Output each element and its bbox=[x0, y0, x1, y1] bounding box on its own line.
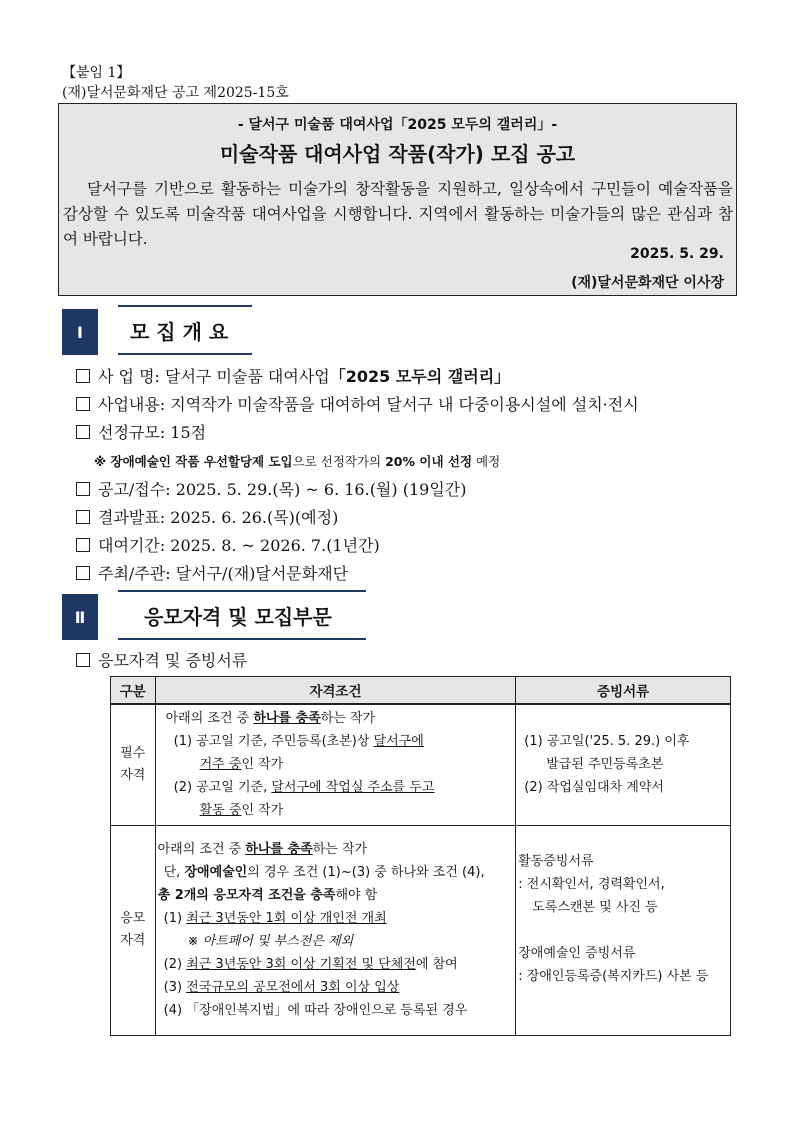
row2-conditions: 아래의 조건 중 하나를 충족하는 작가 단, 장애예술인의 경우 조건 (1)~(3) 중 하나와 조건 (4), 총 2개의 응모자격 조건을 충족해야 함 (1) 최근 3년동안 1회 이상 개인전 개최 ※ 아트페어 및 부스전은 제외 (2) 최근 3년동안 3회 이상 기획전 및 단체전에 참여 (3) 전국규모의 공모전에서 3회 이상 입상 (4) 「장애인복지법」에 따라 장애인으로 등록된 경우 bbox=[155, 825, 516, 1035]
row1-documents: (1) 공고일('25. 5. 29.) 이후 발급된 주민등록초본 (2) 작업실임대차 계약서 bbox=[516, 704, 731, 825]
notice-issuer: (재)달서문화재단 이사장 bbox=[571, 275, 724, 291]
section1-title: 모 집 개 요 bbox=[118, 305, 252, 355]
overview-item-scale: 선정규모: 15점 bbox=[76, 420, 206, 443]
table-header-row bbox=[111, 677, 731, 705]
overview-item-host: 주최/주관: 달서구/(재)달서문화재단 bbox=[76, 561, 348, 584]
header-documents: 증빙서류 bbox=[516, 677, 731, 705]
overview-item-period: 공고/접수: 2025. 5. 29.(목) ~ 6. 16.(월) (19일간) bbox=[76, 477, 466, 500]
header-condition: 자격조건 bbox=[155, 677, 516, 705]
notice-title: 미술작품 대여사업 작품(작가) 모집 공고 bbox=[219, 142, 576, 166]
section2-number: Ⅱ bbox=[62, 594, 98, 640]
attachment-label: 【붙임 1】 bbox=[62, 65, 131, 81]
checkbox-icon bbox=[76, 369, 90, 383]
row2-documents: 활동증빙서류 : 전시확인서, 경력확인서, 도록스캔본 및 사진 등 장애예술인 증빙서류 : 장애인등록증(복지카드) 사본 등 bbox=[516, 825, 731, 1035]
header-category: 구분 bbox=[111, 677, 156, 705]
checkbox-icon bbox=[76, 425, 90, 439]
notice-box bbox=[58, 103, 737, 296]
overview-item-name: 사 업 명: 달서구 미술품 대여사업「2025 모두의 갤러리」 bbox=[76, 364, 510, 387]
priority-note: ※ 장애예술인 작품 우선할당제 도입으로 선정작가의 20% 이내 선정 예정 bbox=[94, 454, 501, 469]
section1-number: Ⅰ bbox=[62, 309, 98, 355]
checkbox-icon bbox=[76, 566, 90, 580]
checkbox-icon bbox=[76, 482, 90, 496]
checkbox-icon bbox=[76, 510, 90, 524]
eligibility-table bbox=[110, 676, 731, 1036]
checkbox-icon bbox=[76, 538, 90, 552]
notice-body: 달서구를 기반으로 활동하는 미술가의 창작활동을 지원하고, 일상속에서 구민들이 예술작품을 감상할 수 있도록 미술작품 대여사업을 시행합니다. 지역에서 활동하는 미술가들의 많은 관심과 참여 바랍니다. bbox=[63, 180, 733, 248]
row1-category: 필수 자격 bbox=[111, 704, 156, 825]
table-row bbox=[111, 825, 731, 1035]
notice-subtitle: - 달서구 미술품 대여사업「2025 모두의 갤러리」- bbox=[237, 117, 558, 133]
overview-item-result: 결과발표: 2025. 6. 26.(목)(예정) bbox=[76, 505, 338, 528]
row1-conditions: 아래의 조건 중 하나를 충족하는 작가 (1) 공고일 기준, 주민등록(초본)상 달서구에 거주 중인 작가 (2) 공고일 기준, 달서구에 작업실 주소를 두고 활동 중인 작가 bbox=[155, 704, 516, 825]
section2-title: 응모자격 및 모집부문 bbox=[118, 590, 366, 640]
checkbox-icon bbox=[76, 653, 90, 667]
checkbox-icon bbox=[76, 397, 90, 411]
overview-item-content: 사업내용: 지역작가 미술작품을 대여하여 달서구 내 다중이용시설에 설치·전시 bbox=[76, 392, 639, 415]
table-row bbox=[111, 704, 731, 825]
notice-number: (재)달서문화재단 공고 제2025-15호 bbox=[62, 85, 289, 101]
row2-category: 응모 자격 bbox=[111, 825, 156, 1035]
overview-item-rental: 대여기간: 2025. 8. ~ 2026. 7.(1년간) bbox=[76, 533, 380, 556]
eligibility-item: 응모자격 및 증빙서류 bbox=[76, 648, 247, 671]
notice-date: 2025. 5. 29. bbox=[630, 246, 724, 262]
